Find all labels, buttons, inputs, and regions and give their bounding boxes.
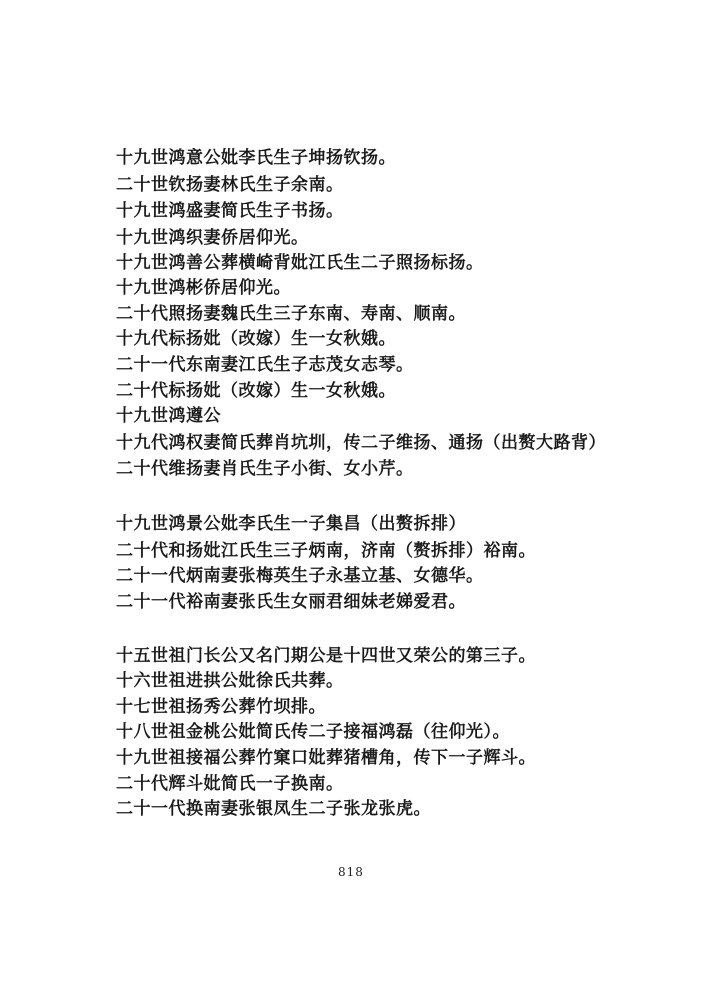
text-line: 十九世祖接福公葬竹窠口妣葬猪槽角，传下一子辉斗。 — [116, 748, 536, 768]
text-line: 十九世鸿遵公 — [116, 406, 221, 426]
page-number: 818 — [338, 865, 364, 879]
text-line: 二十代照扬妻魏氏生三子东南、寿南、顺南。 — [116, 304, 466, 324]
text-line: 二十一代换南妻张银凤生二子张龙张虎。 — [116, 799, 431, 819]
text-line: 二十一代炳南妻张梅英生子永基立基、女德华。 — [116, 566, 484, 586]
text-line: 十九世鸿善公葬横崎背妣江氏生二子照扬标扬。 — [116, 253, 484, 273]
text-line: 二十代维扬妻肖氏生子小街、女小芹。 — [116, 459, 414, 479]
text-line: 二十代和扬妣江氏生三子炳南，济南（赘拆排）裕南。 — [116, 541, 536, 561]
text-line: 十九代标扬妣（改嫁）生一女秋娥。 — [116, 329, 396, 349]
text-line: 二十一代东南妻江氏生子志茂女志琴。 — [116, 355, 414, 375]
text-line: 十五世祖门长公又名门期公是十四世又荣公的第三子。 — [116, 646, 536, 666]
text-line: 十九世鸿意公妣李氏生子坤扬钦扬。 — [116, 148, 396, 168]
text-line: 十九世鸿织妻侨居仰光。 — [116, 228, 309, 248]
text-line: 二十代标扬妣（改嫁）生一女秋娥。 — [116, 381, 396, 401]
text-line: 十九代鸿权妻简氏葬肖坑圳，传二子维扬、通扬（出赘大路背） — [116, 433, 606, 453]
text-line: 二十一代裕南妻张氏生女丽君细妹老娣爱君。 — [116, 592, 466, 612]
text-line: 十七世祖扬秀公葬竹坝排。 — [116, 697, 326, 717]
text-line: 二十代辉斗妣简氏一子换南。 — [116, 774, 344, 794]
text-line: 十八世祖金桃公妣简氏传二子接福鸿磊（往仰光）。 — [116, 722, 510, 742]
text-line: 二十世钦扬妻林氏生子余南。 — [116, 175, 344, 195]
text-line: 十九世鸿彬侨居仰光。 — [116, 278, 291, 298]
text-line: 十六世祖进拱公妣徐氏共葬。 — [116, 671, 344, 691]
text-line: 十九世鸿景公妣李氏生一子集昌（出赘拆排） — [116, 514, 466, 534]
text-line: 十九世鸿盛妻简氏生子书扬。 — [116, 201, 344, 221]
